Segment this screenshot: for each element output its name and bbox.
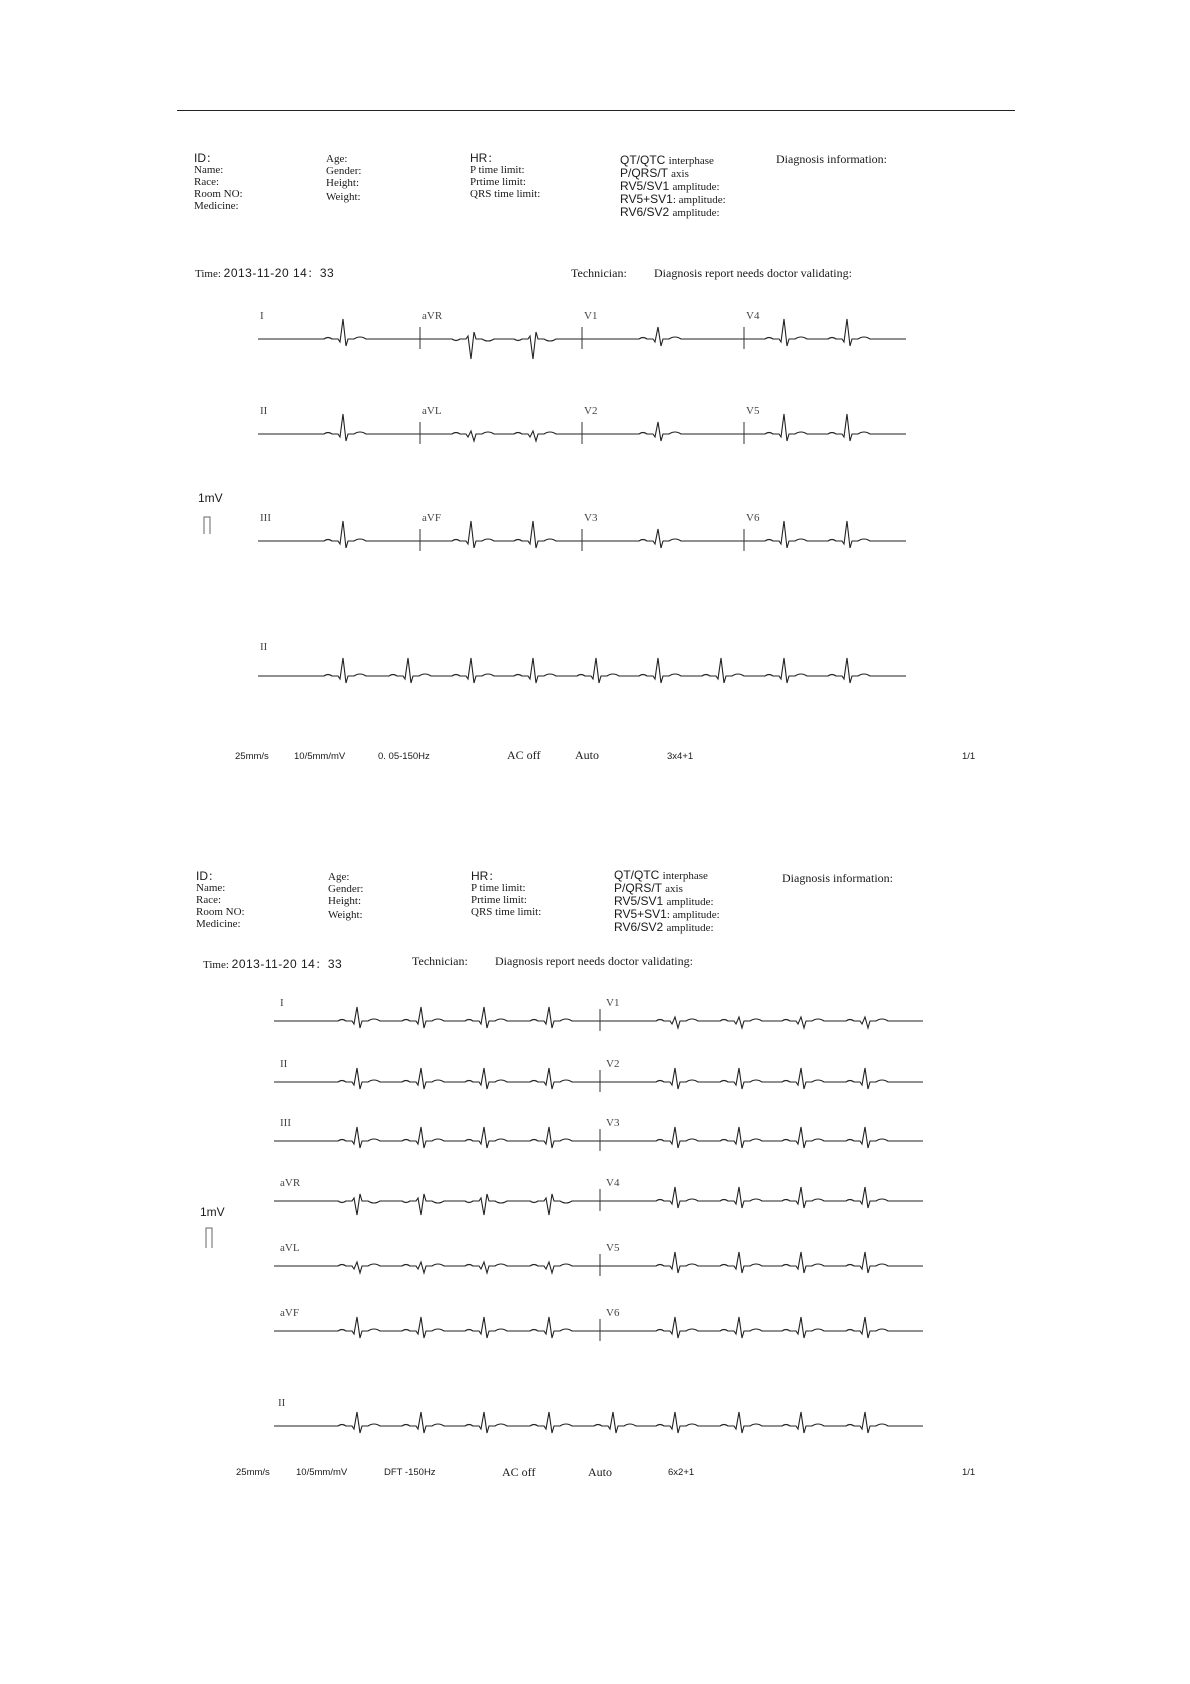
pr-time-field: Prtime limit:	[470, 176, 526, 188]
validation-note: Diagnosis report needs doctor validating:	[654, 266, 852, 280]
hr-field: HR：	[471, 869, 501, 883]
id-field: ID：	[194, 151, 219, 165]
technician-label: Technician:	[571, 266, 627, 280]
room-field: Room NO:	[194, 188, 243, 200]
lead-label: V1	[606, 997, 620, 1009]
calibration-pulse-icon	[206, 1228, 212, 1248]
ecg-trace-avr	[274, 1194, 600, 1215]
paper-speed: 25mm/s	[236, 1467, 270, 1478]
ecg-trace-v5	[600, 1252, 923, 1273]
height-field: Height:	[328, 895, 361, 907]
ecg-trace-v4	[600, 1187, 923, 1208]
trace-group	[274, 997, 923, 1433]
technician-label: Technician:	[412, 954, 468, 968]
rv6-sv2-field: RV6/SV2 amplitude:	[620, 205, 720, 219]
lead-label: V2	[606, 1058, 620, 1070]
height-field: Height:	[326, 177, 359, 189]
lead-label: II	[260, 405, 268, 417]
lead-label: V6	[606, 1307, 620, 1319]
qrs-time-field: QRS time limit:	[471, 906, 542, 918]
lead-label: I	[280, 997, 284, 1009]
filter-setting: 0. 05-150Hz	[378, 751, 430, 762]
diagnosis-info: Diagnosis information:	[776, 152, 887, 166]
page-number: 1/1	[962, 751, 976, 762]
age-field: Age:	[328, 871, 350, 883]
time-value: 2013-11-20 14：33	[223, 266, 335, 280]
lead-label: II	[280, 1058, 288, 1070]
race-field: Race:	[194, 176, 220, 188]
gain-setting: 10/5mm/mV	[296, 1467, 348, 1478]
rv5-plus-sv1-field: RV5+SV1: amplitude:	[620, 192, 726, 206]
layout-format: 3x4+1	[667, 751, 694, 762]
lead-label: V5	[606, 1242, 620, 1254]
lead-label: aVR	[422, 310, 443, 322]
lead-label: aVL	[422, 405, 442, 417]
ecg-trace-v3	[600, 1127, 923, 1148]
validation-note: Diagnosis report needs doctor validating:	[495, 954, 693, 968]
pr-time-field: Prtime limit:	[471, 894, 527, 906]
qt-field: QT/QTC interphase	[614, 868, 708, 882]
gender-field: Gender:	[328, 883, 364, 895]
ecg-trace-iii	[274, 1127, 600, 1148]
race-field: Race:	[196, 894, 222, 906]
weight-field: Weight:	[328, 909, 363, 921]
ecg-trace-avl	[274, 1262, 600, 1273]
lead-label: V3	[584, 512, 598, 524]
lead-label: aVF	[280, 1307, 299, 1319]
weight-field: Weight:	[326, 191, 361, 203]
filter-setting: DFT -150Hz	[384, 1467, 436, 1478]
page-number: 1/1	[962, 1467, 976, 1478]
hr-field: HR：	[470, 151, 500, 165]
ecg-trace-v2	[600, 1068, 923, 1089]
ac-filter-status: AC off	[507, 748, 541, 762]
axis-field: P/QRS/T axis	[620, 166, 689, 180]
lead-label: III	[280, 1117, 291, 1129]
lead-label: aVR	[280, 1177, 301, 1189]
medicine-field: Medicine:	[196, 918, 241, 930]
age-field: Age:	[326, 153, 348, 165]
ecg-trace-avf	[274, 1317, 600, 1338]
calibration-label: 1mV	[198, 491, 223, 505]
room-field: Room NO:	[196, 906, 245, 918]
axis-field: P/QRS/T axis	[614, 881, 683, 895]
lead-label: V4	[606, 1177, 620, 1189]
qt-field: QT/QTC interphase	[620, 153, 714, 167]
p-time-field: P time limit:	[471, 882, 526, 894]
ac-filter-status: AC off	[502, 1465, 536, 1479]
calibration-label: 1mV	[200, 1205, 225, 1219]
ecg-trace-v6	[600, 1317, 923, 1338]
time-label: Time:	[195, 268, 221, 280]
time-value: 2013-11-20 14：33	[231, 957, 343, 971]
lead-label: I	[260, 310, 264, 322]
gain-setting: 10/5mm/mV	[294, 751, 346, 762]
rv6-sv2-field: RV6/SV2 amplitude:	[614, 920, 714, 934]
lead-label: V1	[584, 310, 598, 322]
rv5-sv1-field: RV5/SV1 amplitude:	[620, 179, 720, 193]
lead-label: aVL	[280, 1242, 300, 1254]
lead-label: aVF	[422, 512, 441, 524]
lead-label: III	[260, 512, 271, 524]
lead-label: V3	[606, 1117, 620, 1129]
p-time-field: P time limit:	[470, 164, 525, 176]
lead-label: II	[278, 1397, 286, 1409]
lead-label: V6	[746, 512, 760, 524]
auto-mode: Auto	[575, 748, 599, 762]
lead-label: II	[260, 641, 268, 653]
rv5-sv1-field: RV5/SV1 amplitude:	[614, 894, 714, 908]
rv5-plus-sv1-field: RV5+SV1: amplitude:	[614, 907, 720, 921]
auto-mode: Auto	[588, 1465, 612, 1479]
ecg-trace-ii	[274, 1068, 600, 1089]
id-field: ID：	[196, 869, 221, 883]
paper-speed: 25mm/s	[235, 751, 269, 762]
ecg-trace-rhythm-ii	[274, 1412, 923, 1433]
lead-label: V2	[584, 405, 598, 417]
gender-field: Gender:	[326, 165, 362, 177]
time-label: Time:	[203, 959, 229, 971]
name-field: Name:	[194, 164, 224, 176]
name-field: Name:	[196, 882, 226, 894]
ecg-trace-v1	[600, 1017, 923, 1028]
diagnosis-info: Diagnosis information:	[782, 871, 893, 885]
lead-label: V5	[746, 405, 760, 417]
layout-format: 6x2+1	[668, 1467, 695, 1478]
ecg-trace-i	[274, 1007, 600, 1028]
qrs-time-field: QRS time limit:	[470, 188, 541, 200]
medicine-field: Medicine:	[194, 200, 239, 212]
lead-label: V4	[746, 310, 760, 322]
